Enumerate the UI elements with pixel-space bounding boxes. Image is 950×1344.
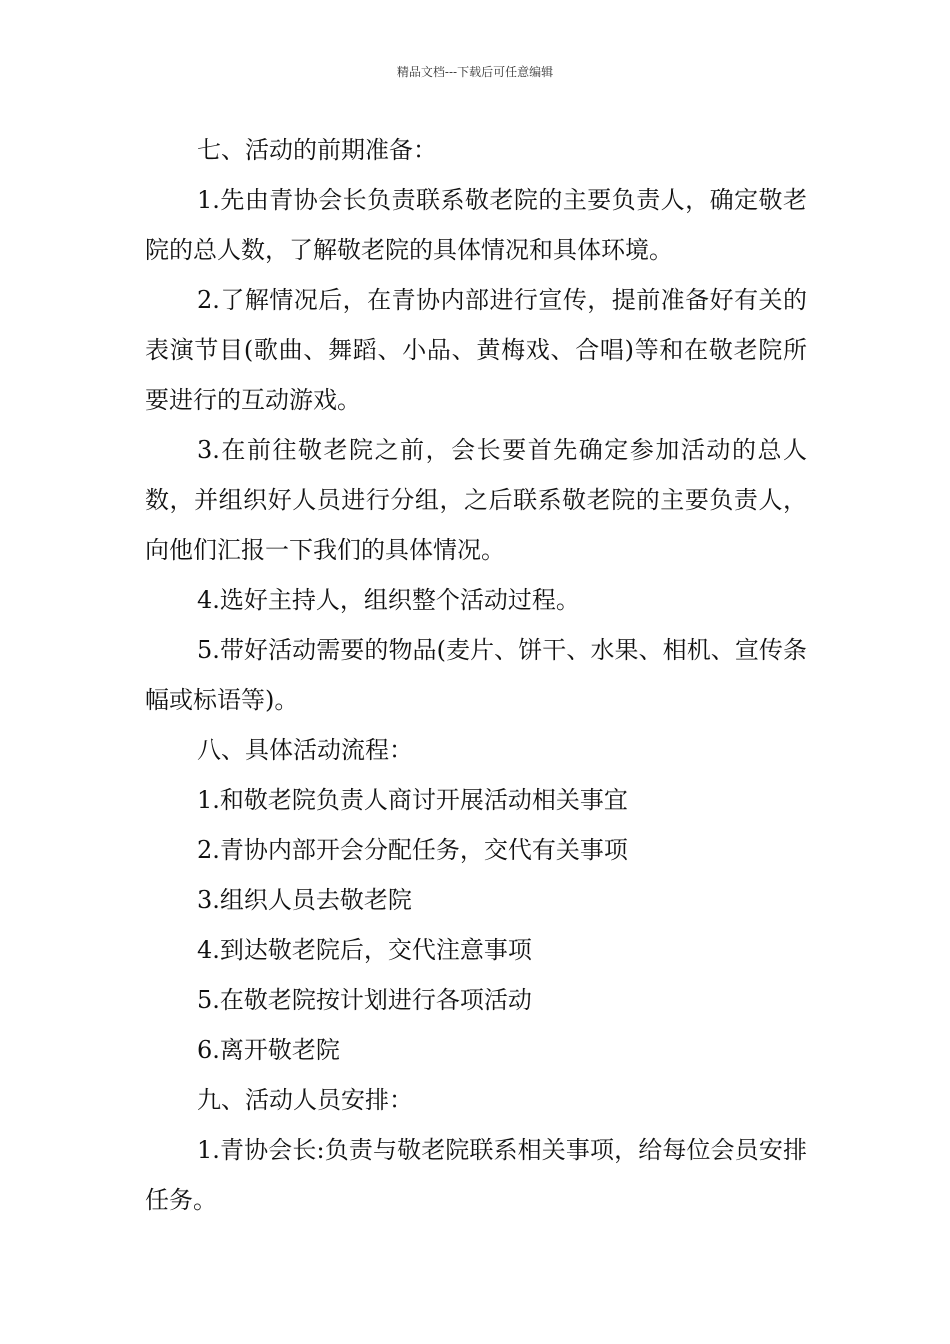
preparation-item-5: 5.带好活动需要的物品(麦片、饼干、水果、相机、宣传条幅或标语等)。	[145, 636, 807, 714]
preparation-item-1: 1.先由青协会长负责联系敬老院的主要负责人，确定敬老院的总人数，了解敬老院的具体情况和具体环境。	[145, 186, 807, 264]
preparation-item-4: 4.选好主持人，组织整个活动过程。	[197, 586, 580, 614]
section-heading-process: 八、具体活动流程：	[197, 736, 413, 764]
process-item-6: 6.离开敬老院	[197, 1036, 340, 1064]
page-header: 精品文档---下载后可任意编辑	[396, 65, 554, 79]
staffing-item-1: 1.青协会长:负责与敬老院联系相关事项，给每位会员安排任务。	[145, 1136, 807, 1214]
document-body	[145, 125, 807, 1225]
process-item-3: 3.组织人员去敬老院	[197, 886, 412, 914]
section-heading-preparation: 七、活动的前期准备：	[197, 136, 437, 164]
process-item-5: 5.在敬老院按计划进行各项活动	[197, 986, 532, 1014]
process-item-2: 2.青协内部开会分配任务，交代有关事项	[197, 836, 628, 864]
section-heading-staffing: 九、活动人员安排：	[197, 1086, 413, 1114]
process-item-1: 1.和敬老院负责人商讨开展活动相关事宜	[197, 786, 628, 814]
process-item-4: 4.到达敬老院后，交代注意事项	[197, 936, 532, 964]
preparation-item-3: 3.在前往敬老院之前，会长要首先确定参加活动的总人数，并组织好人员进行分组，之后联系敬老院的主要负责人，向他们汇报一下我们的具体情况。	[145, 436, 807, 564]
preparation-item-2: 2.了解情况后，在青协内部进行宣传，提前准备好有关的表演节目(歌曲、舞蹈、小品、黄梅戏、合唱)等和在敬老院所要进行的互动游戏。	[145, 286, 807, 414]
